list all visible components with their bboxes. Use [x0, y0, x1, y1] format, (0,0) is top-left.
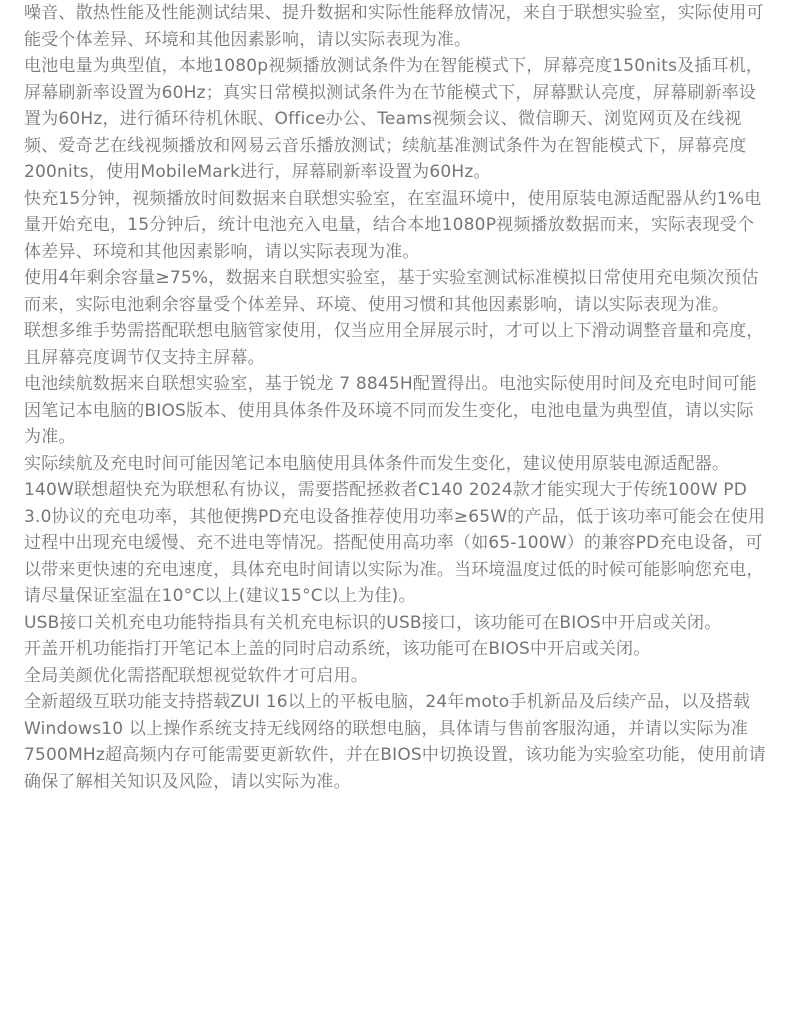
note-gestures: 联想多维手势需搭配联想电脑管家使用，仅当应用全屏展示时，才可以上下滑动调整音量和亮度，且屏幕亮度调节仅支持主屏幕。 [24, 321, 764, 368]
note-140w-charging: 140W联想超快充为联想私有协议，需要搭配拯救者C140 2024款才能实现大于传统100W PD 3.0协议的充电功率，其他便携PD充电设备推荐使用功率≥65W的产品，低于该功率可能会在使用过程中出现充电缓慢、充不进电等情况。搭配使用高功率（如65-100W）的兼容PD充电设备，可以带来更快速的充电速度，具体充电时间请以实际为准。当环境温度过低的时候可能影响您充电，请尽量保证室温在10°C以上(建议15°C以上为佳)。 [24, 480, 766, 606]
note-usb-off-charging: USB接口关机充电功能特指具有关机充电标识的USB接口，该功能可在BIOS中开启或关闭。 [24, 612, 722, 633]
note-super-interconnect: 全新超级互联功能支持搭载ZUI 16以上的平板电脑，24年moto手机新品及后续产品，以及搭载Windows10 以上操作系统支持无线网络的联想电脑，具体请与售前客服沟通，并请以实际为准 [24, 692, 751, 739]
note-battery-life: 电池续航数据来自联想实验室，基于锐龙 7 8845H配置得出。电池实际使用时间及充电时间可能因笔记本电脑的BIOS版本、使用具体条件及环境不同而发生变化，电池电量为典型值，请以实际为准。 [24, 374, 757, 447]
note-fast-charge: 快充15分钟，视频播放时间数据来自联想实验室，在室温环境中，使用原装电源适配器从约1%电量开始充电，15分钟后，统计电池充入电量，结合本地1080P视频播放数据而来，实际表现受个体差异、环境和其他因素影响，请以实际表现为准。 [24, 188, 762, 262]
note-battery-capacity: 使用4年剩余容量≥75%，数据来自联想实验室，基于实验室测试标准模拟日常使用充电频次预估而来，实际电池剩余容量受个体差异、环境、使用习惯和其他因素影响，请以实际表现为准。 [24, 268, 759, 315]
note-beauty-optimization: 全局美颜优化需搭配联想视觉软件才可启用。 [24, 665, 368, 686]
note-charging-time: 实际续航及充电时间可能因笔记本电脑使用具体条件而发生变化，建议使用原装电源适配器。 [24, 453, 730, 474]
note-memory-7500mhz: 7500MHz超高频内存可能需要更新软件，并在BIOS中切换设置，该功能为实验室功能，使用前请确保了解相关知识及风险，请以实际为准。 [24, 745, 766, 792]
disclaimer-notes [24, 0, 768, 795]
note-lid-open-boot: 开盖开机功能指打开笔记本上盖的同时启动系统，该功能可在BIOS中开启或关闭。 [24, 639, 651, 659]
note-performance: 噪音、散热性能及性能测试结果、提升数据和实际性能释放情况，来自于联想实验室，实际使用可能受个体差异、环境和其他因素影响，请以实际表现为准。 [24, 3, 764, 50]
note-battery-test-conditions: 电池电量为典型值，本地1080p视频播放测试条件为在智能模式下，屏幕亮度150nits及插耳机，屏幕刷新率设置为60Hz；真实日常模拟测试条件为在节能模式下，屏幕默认亮度，屏幕刷新率设置为60Hz，进行循环待机休眠、Office办公、Teams视频会议、微信聊天、浏览网页及在线视频、爱奇艺在线视频播放和网易云音乐播放测试；续航基准测试条件为在智能模式下，屏幕亮度200nits，使用MobileMark进行，屏幕刷新率设置为60Hz。 [24, 56, 764, 182]
